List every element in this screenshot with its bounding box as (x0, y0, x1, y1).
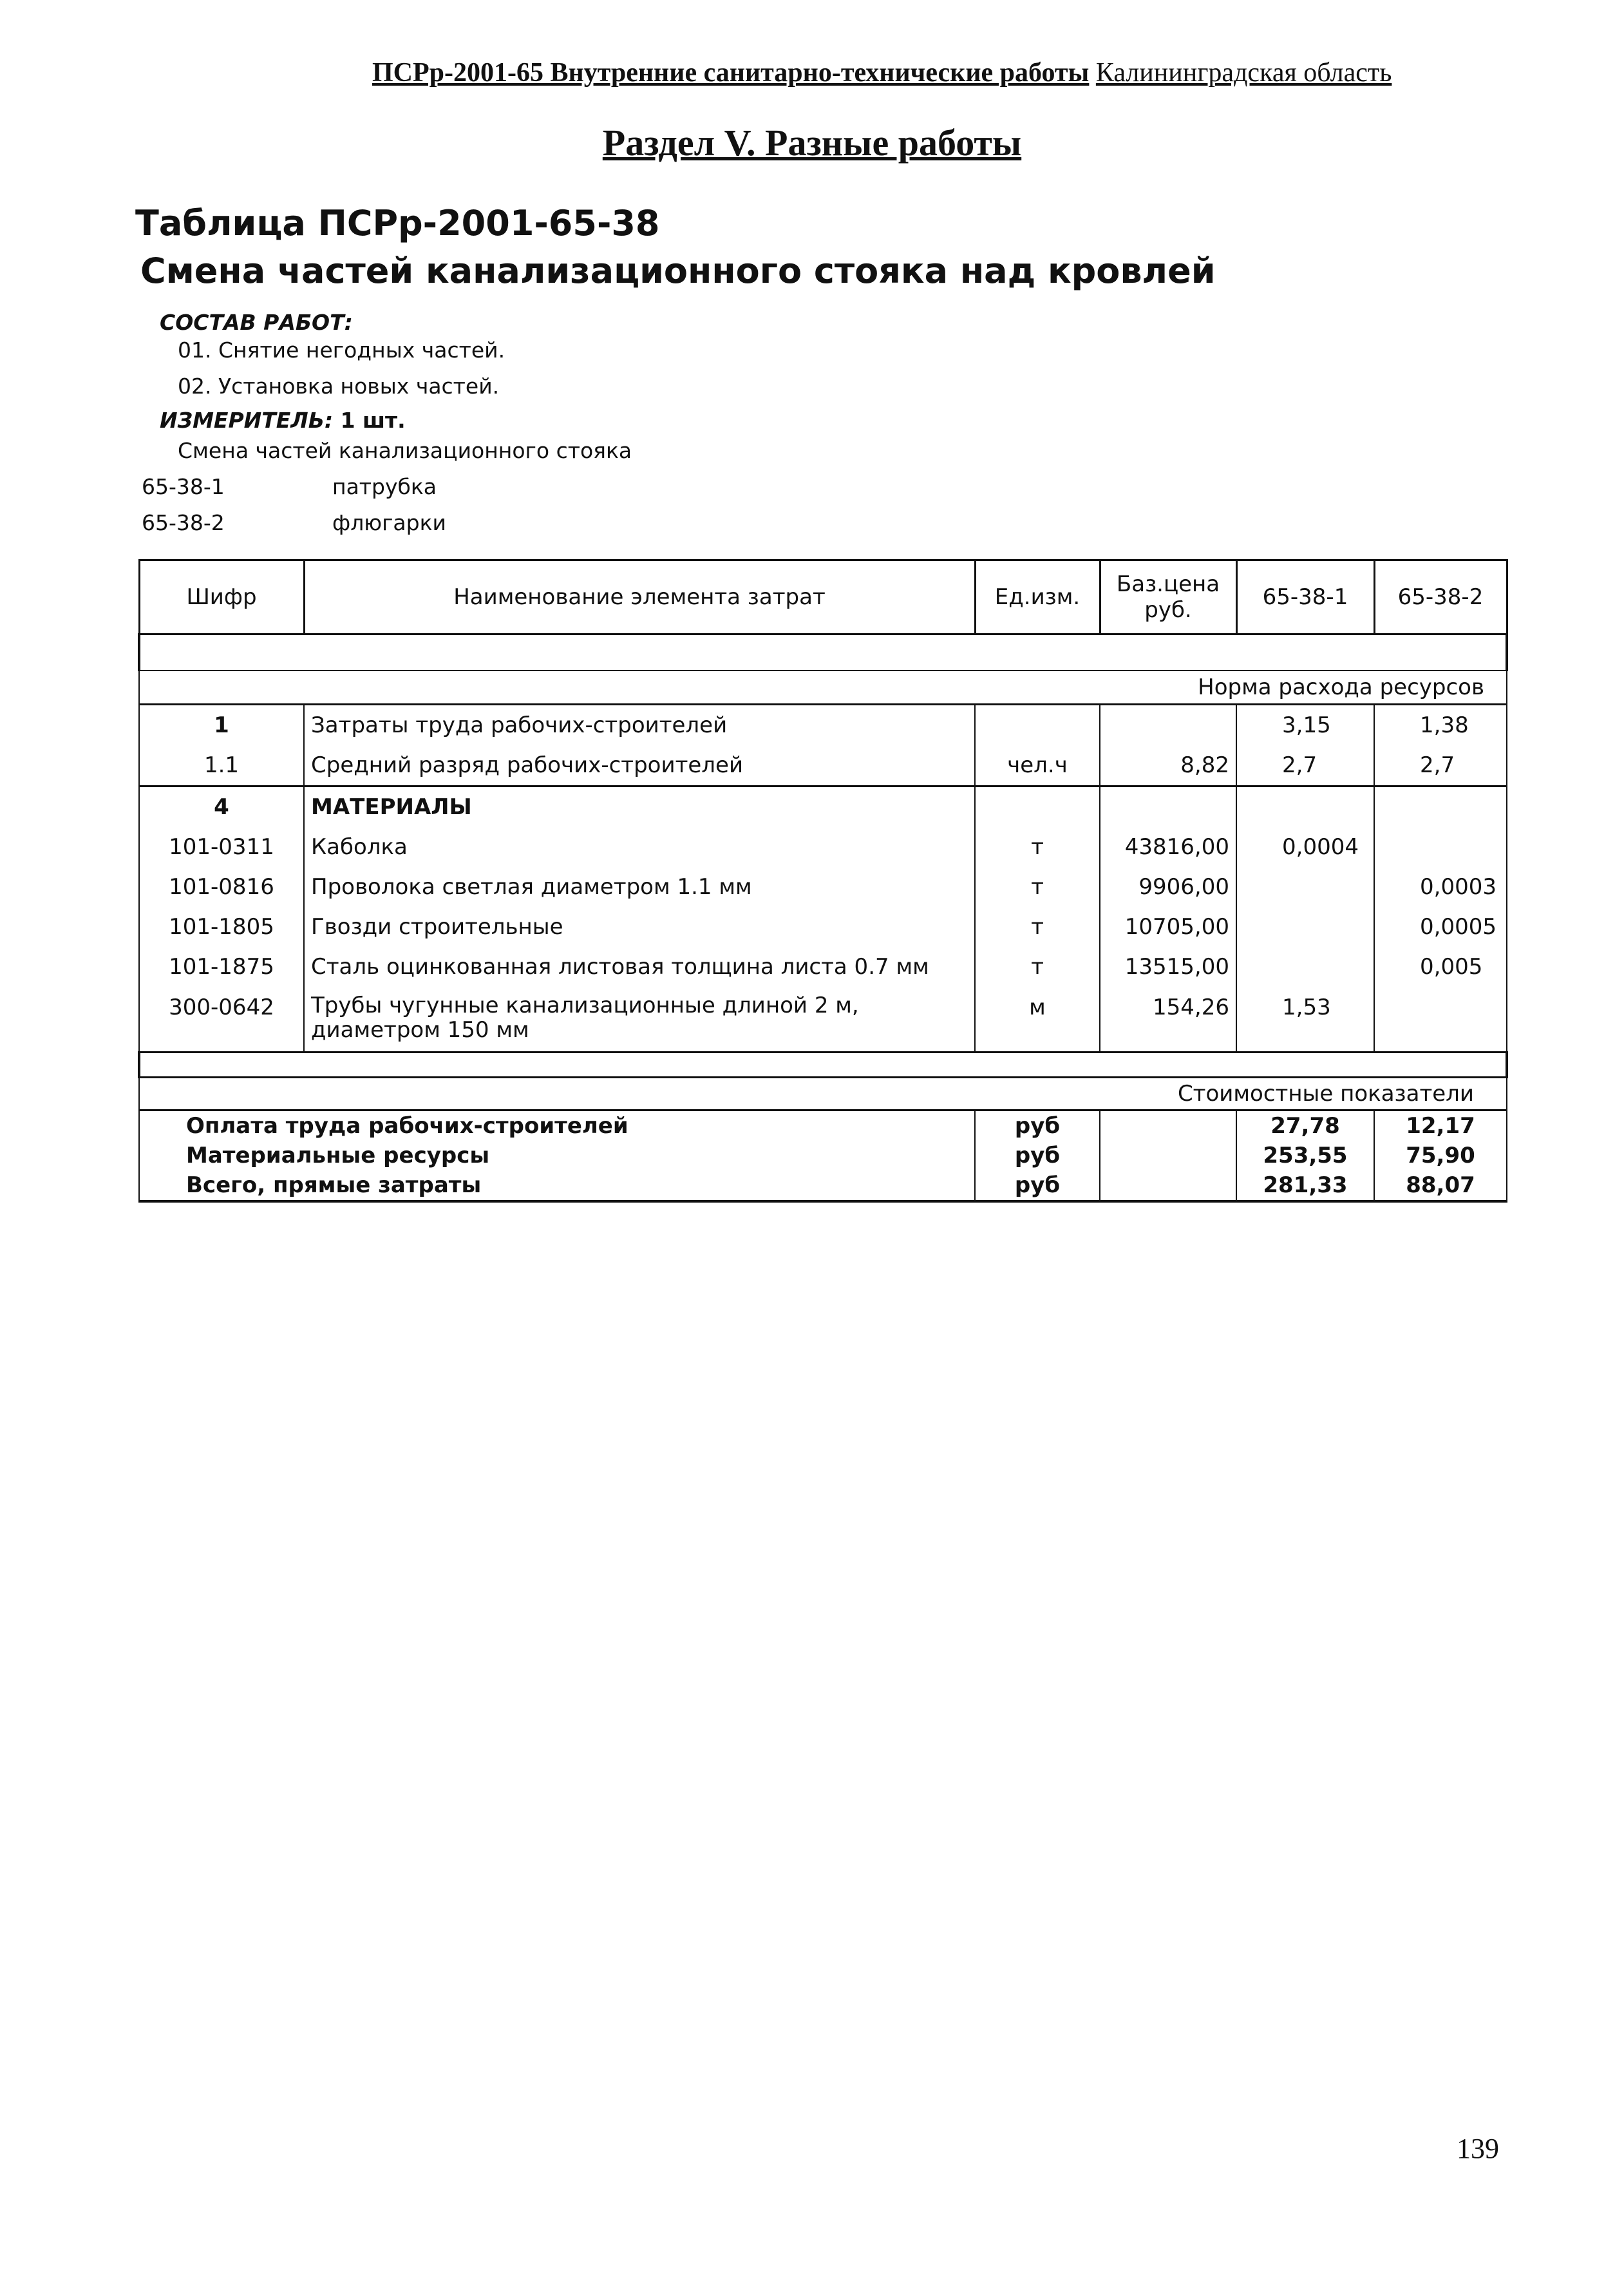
total-unit: руб (975, 1141, 1100, 1170)
total-unit: руб (975, 1170, 1100, 1201)
row-unit (975, 786, 1100, 828)
row-value-2 (1374, 827, 1507, 867)
row-value-1 (1236, 947, 1374, 987)
work-composition-label: СОСТАВ РАБОТ: (160, 310, 353, 335)
header-col2: 65-38-2 (1374, 560, 1507, 634)
row-price: 9906,00 (1100, 867, 1236, 907)
table-row (139, 867, 1507, 907)
row-price (1100, 786, 1236, 828)
page-number: 139 (1457, 2133, 1499, 2164)
work-item: 02. Установка новых частей. (178, 374, 500, 399)
table-row (139, 947, 1507, 987)
row-code: 101-1875 (139, 947, 304, 987)
row-name: МАТЕРИАЛЫ (304, 786, 975, 828)
row-name: Каболка (304, 827, 975, 867)
row-name: Средний разряд рабочих-строителей (304, 745, 975, 786)
table-header-row (139, 560, 1507, 634)
variant-name: патрубка (332, 474, 437, 499)
work-item: 01. Снятие негодных частей. (178, 338, 505, 363)
measure-label: ИЗМЕРИТЕЛЬ: (160, 408, 334, 433)
row-value-2: 0,0005 (1374, 907, 1507, 947)
row-code: 1 (139, 705, 304, 746)
total-value-2: 75,90 (1374, 1141, 1507, 1170)
row-value-2: 0,0003 (1374, 867, 1507, 907)
cost-caption: Стоимостные показатели (139, 1078, 1507, 1110)
row-unit (975, 705, 1100, 746)
variant-code: 65-38-2 (142, 510, 225, 535)
resource-table (138, 559, 1508, 1203)
row-unit: т (975, 947, 1100, 987)
norm-caption-row (139, 671, 1507, 705)
total-value-2: 12,17 (1374, 1110, 1507, 1141)
total-value-2: 88,07 (1374, 1170, 1507, 1201)
total-row (139, 1110, 1507, 1141)
total-value-1: 281,33 (1236, 1170, 1374, 1201)
row-value-1: 3,15 (1236, 705, 1374, 746)
table-code: Таблица ПСРр-2001-65-38 (135, 203, 660, 243)
header-code: Шифр (139, 560, 304, 634)
row-code: 101-1805 (139, 907, 304, 947)
table-row (139, 907, 1507, 947)
total-row (139, 1141, 1507, 1170)
measure-value: 1 шт. (340, 408, 406, 433)
row-unit: т (975, 867, 1100, 907)
norm-caption: Норма расхода ресурсов (139, 671, 1507, 705)
table-row (139, 745, 1507, 786)
row-code: 101-0311 (139, 827, 304, 867)
header-unit: Ед.изм. (975, 560, 1100, 634)
row-name: Проволока светлая диаметром 1.1 мм (304, 867, 975, 907)
total-name: Оплата труда рабочих-строителей (139, 1110, 975, 1141)
row-value-1: 2,7 (1236, 745, 1374, 786)
spacer-row (139, 634, 1507, 671)
total-value-1: 253,55 (1236, 1141, 1374, 1170)
total-value-1: 27,78 (1236, 1110, 1374, 1141)
table-row (139, 705, 1507, 746)
spacer-row (139, 1053, 1507, 1078)
row-value-2: 0,005 (1374, 947, 1507, 987)
row-value-2 (1374, 987, 1507, 1053)
header-name: Наименование элемента затрат (304, 560, 975, 634)
table-row (139, 987, 1507, 1053)
row-code: 101-0816 (139, 867, 304, 907)
row-name (304, 987, 975, 1053)
row-code: 4 (139, 786, 304, 828)
row-price: 8,82 (1100, 745, 1236, 786)
row-value-1 (1236, 786, 1374, 828)
row-unit: м (975, 987, 1100, 1053)
header-title: ПСРр-2001-65 Внутренние санитарно-технические работы (372, 58, 1090, 88)
cost-caption-row (139, 1078, 1507, 1110)
row-unit: чел.ч (975, 745, 1100, 786)
header-col1: 65-38-1 (1236, 560, 1374, 634)
table-row (139, 827, 1507, 867)
row-name: Гвозди строительные (304, 907, 975, 947)
header-region: Калининградская область (1095, 58, 1392, 88)
row-unit: т (975, 827, 1100, 867)
row-value-1 (1236, 907, 1374, 947)
row-value-1: 0,0004 (1236, 827, 1374, 867)
row-name: Сталь оцинкованная листовая толщина листа 0.7 мм (304, 947, 975, 987)
document-header (372, 55, 1531, 90)
row-name-line: Трубы чугунные канализационные длиной 2 м, (311, 993, 859, 1018)
row-code: 300-0642 (139, 987, 304, 1053)
row-name-line: диаметром 150 мм (311, 1017, 529, 1043)
row-price: 13515,00 (1100, 947, 1236, 987)
measure-line (160, 406, 406, 435)
total-name: Всего, прямые затраты (139, 1170, 975, 1201)
row-value-2: 1,38 (1374, 705, 1507, 746)
table-row (139, 786, 1507, 828)
row-name: Затраты труда рабочих-строителей (304, 705, 975, 746)
row-unit: т (975, 907, 1100, 947)
row-code: 1.1 (139, 745, 304, 786)
row-value-1 (1236, 867, 1374, 907)
total-name: Материальные ресурсы (139, 1141, 975, 1170)
variant-name: флюгарки (332, 510, 446, 535)
row-value-1: 1,53 (1236, 987, 1374, 1053)
row-price: 10705,00 (1100, 907, 1236, 947)
row-price (1100, 705, 1236, 746)
table-title: Смена частей канализационного стояка над кровлей (140, 251, 1216, 291)
measure-description: Смена частей канализационного стояка (178, 438, 632, 463)
header-price: Баз.цена руб. (1100, 560, 1236, 634)
row-value-2: 2,7 (1374, 745, 1507, 786)
row-value-2 (1374, 786, 1507, 828)
section-title: Раздел V. Разные работы (602, 122, 1022, 164)
row-price: 154,26 (1100, 987, 1236, 1053)
row-price: 43816,00 (1100, 827, 1236, 867)
variant-code: 65-38-1 (142, 474, 225, 499)
total-unit: руб (975, 1110, 1100, 1141)
total-row (139, 1170, 1507, 1201)
